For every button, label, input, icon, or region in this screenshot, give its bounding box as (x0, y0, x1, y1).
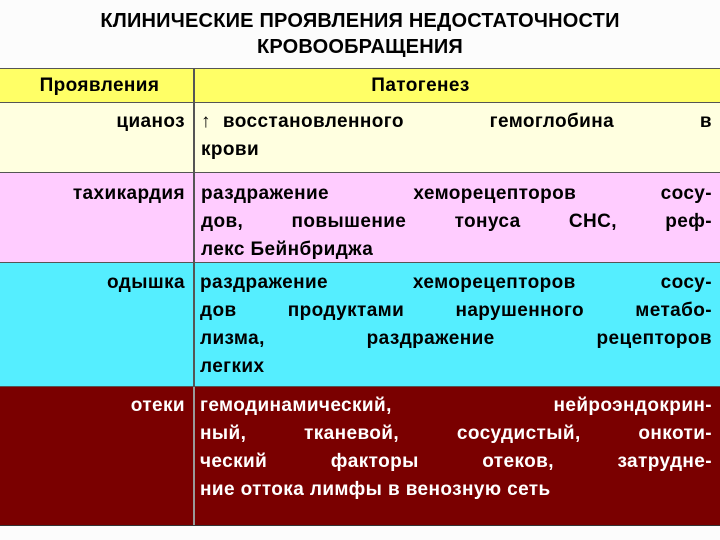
manifestations-table (0, 68, 720, 526)
pathogenesis-edema (193, 387, 720, 525)
pathogenesis-dyspnea-line-1: раздражение хеморецепторов сосу- (200, 272, 712, 293)
page-title: КЛИНИЧЕСКИЕ ПРОЯВЛЕНИЯ НЕДОСТАТОЧНОСТИ КРОВООБРАЩЕНИЯ (100, 10, 620, 58)
pathogenesis-edema-line-4: ние оттока лимфы в венозную сеть (200, 479, 551, 500)
manifestation-tachycardia: тахикардия (72, 183, 185, 204)
table-row-tachycardia (0, 173, 720, 263)
pathogenesis-tachycardia-line-1: раздражение хеморецепторов сосу- (201, 183, 712, 204)
header-manifestations: Проявления (39, 75, 160, 96)
pathogenesis-dyspnea-line-2: дов продуктами нарушенного метабо- (200, 300, 712, 321)
header-pathogenesis: Патогенез (193, 69, 720, 102)
manifestation-edema: отеки (130, 395, 185, 416)
manifestation-cyanosis: цианоз (116, 111, 185, 132)
table-row-edema (0, 387, 720, 526)
pathogenesis-tachycardia-line-2: дов, повышение тонуса СНС, реф- (201, 211, 712, 232)
arrow-up-icon: ↑ (201, 111, 211, 132)
pathogenesis-cyanosis (193, 103, 720, 172)
pathogenesis-cyanosis-line-1: ↑ восстановленного гемоглобина в (201, 108, 712, 136)
manifestation-dyspnea: одышка (107, 272, 185, 293)
pathogenesis-cyanosis-line-2: крови (201, 139, 260, 160)
pathogenesis-dyspnea-line-3: лизма, раздражение рецепторов (200, 328, 712, 349)
pathogenesis-tachycardia-line-3: лекс Бейнбриджа (201, 239, 374, 260)
table-row-dyspnea (0, 263, 720, 387)
pathogenesis-edema-line-2: ный, тканевой, сосудистый, онкоти- (200, 423, 712, 444)
pathogenesis-edema-line-1: гемодинамический, нейроэндокрин- (200, 395, 712, 416)
pathogenesis-dyspnea (193, 263, 720, 386)
pathogenesis-tachycardia (193, 173, 720, 262)
table-row-cyanosis (0, 103, 720, 173)
table-header-row (0, 68, 720, 103)
pathogenesis-edema-line-3: ческий факторы отеков, затрудне- (200, 451, 712, 472)
pathogenesis-dyspnea-line-4: легких (200, 356, 265, 377)
